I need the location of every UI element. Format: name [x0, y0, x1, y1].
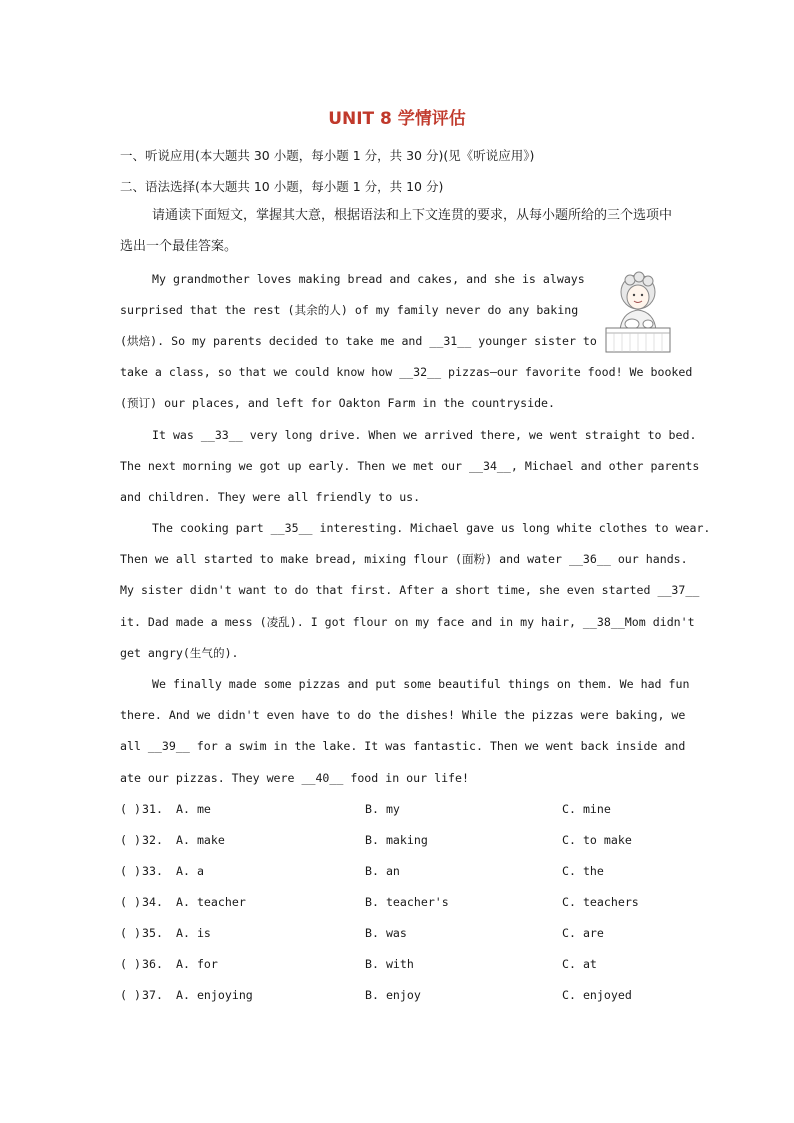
option-a[interactable]: A. is — [176, 926, 211, 940]
option-a[interactable]: A. for — [176, 957, 218, 971]
answer-bracket[interactable]: ( ) — [120, 895, 141, 909]
question-row-35[interactable] — [120, 926, 680, 946]
question-number: 37. — [142, 988, 163, 1002]
option-c[interactable]: C. to make — [562, 833, 632, 847]
passage-line: The cooking part __35__ interesting. Michael gave us long white clothes to wear. — [152, 521, 711, 535]
section-grammar-heading: 二、语法选择(本大题共 10 小题，每小题 1 分，共 10 分) — [120, 179, 444, 194]
passage-line: My sister didn't want to do that first. After a short time, she even started __37__ — [120, 583, 700, 598]
option-c[interactable]: C. enjoyed — [562, 988, 632, 1002]
option-b[interactable]: B. my — [365, 802, 400, 816]
option-a[interactable]: A. teacher — [176, 895, 246, 909]
passage-line: all __39__ for a swim in the lake. It was fantastic. Then we went back inside and — [120, 739, 686, 754]
answer-bracket[interactable]: ( ) — [120, 833, 141, 847]
passage-line: and children. They were all friendly to us. — [120, 490, 421, 505]
option-c[interactable]: C. are — [562, 926, 604, 940]
option-b[interactable]: B. an — [365, 864, 400, 878]
option-a[interactable]: A. a — [176, 864, 204, 878]
question-number: 32. — [142, 833, 163, 847]
passage-line: there. And we didn't even have to do the dishes! While the pizzas were baking, we — [120, 708, 686, 723]
option-b[interactable]: B. making — [365, 833, 428, 847]
answer-bracket[interactable]: ( ) — [120, 926, 141, 940]
section-listening-heading: 一、听说应用(本大题共 30 小题，每小题 1 分，共 30 分)(见《听说应用》) — [120, 148, 535, 163]
question-number: 36. — [142, 957, 163, 971]
option-c[interactable]: C. at — [562, 957, 597, 971]
question-row-37[interactable] — [120, 988, 680, 1008]
passage-paragraph-1a — [120, 264, 597, 358]
option-b[interactable]: B. was — [365, 926, 407, 940]
question-number: 34. — [142, 895, 163, 909]
passage-line: (烘焙). So my parents decided to take me and __31__ younger sister to — [120, 334, 597, 349]
passage-paragraph-2 — [120, 420, 700, 514]
grandmother-baking-icon — [602, 270, 674, 354]
option-b[interactable]: B. with — [365, 957, 414, 971]
question-row-33[interactable] — [120, 864, 680, 884]
passage-line: ate our pizzas. They were __40__ food in our life! — [120, 770, 470, 785]
question-row-36[interactable] — [120, 957, 680, 977]
passage-paragraph-4 — [120, 669, 690, 794]
passage-line: Then we all started to make bread, mixing flour (面粉) and water __36__ our hands. — [120, 552, 688, 567]
question-number: 35. — [142, 926, 163, 940]
passage-line: It was __33__ very long drive. When we arrived there, we went straight to bed. — [152, 428, 697, 442]
question-row-31[interactable] — [120, 802, 680, 822]
instruction-text: 请通读下面短文，掌握其大意，根据语法和上下文连贯的要求，从每小题所给的三个选项中选出一个最佳答案。 — [120, 208, 673, 254]
passage-line: surprised that the rest (其余的人) of my family never do any baking — [120, 303, 579, 318]
option-a[interactable]: A. make — [176, 833, 225, 847]
passage-line: We finally made some pizzas and put some beautiful things on them. We had fun — [152, 677, 690, 691]
option-c[interactable]: C. mine — [562, 802, 611, 816]
passage-paragraph-3 — [120, 513, 711, 669]
answer-bracket[interactable]: ( ) — [120, 864, 141, 878]
passage-paragraph-1b — [120, 357, 693, 419]
question-number: 31. — [142, 802, 163, 816]
passage-line: take a class, so that we could know how __32__ pizzas—our favorite food! We booked — [120, 365, 693, 379]
option-b[interactable]: B. teacher's — [365, 895, 449, 909]
question-row-32[interactable] — [120, 833, 680, 853]
passage-line: (预订) our places, and left for Oakton Farm in the countryside. — [120, 396, 556, 411]
option-c[interactable]: C. the — [562, 864, 604, 878]
option-a[interactable]: A. enjoying — [176, 988, 253, 1002]
passage-line: The next morning we got up early. Then we met our __34__, Michael and other parents — [120, 459, 700, 474]
answer-bracket[interactable]: ( ) — [120, 957, 141, 971]
passage-line: it. Dad made a mess (凌乱). I got flour on my face and in my hair, __38__Mom didn't — [120, 614, 695, 629]
question-row-34[interactable] — [120, 895, 680, 915]
answer-bracket[interactable]: ( ) — [120, 988, 141, 1002]
option-b[interactable]: B. enjoy — [365, 988, 421, 1002]
page-title: UNIT 8 学情评估 — [328, 109, 466, 129]
question-number: 33. — [142, 864, 163, 878]
passage-line: My grandmother loves making bread and cakes, and she is always — [152, 272, 585, 286]
option-a[interactable]: A. me — [176, 802, 211, 816]
answer-bracket[interactable]: ( ) — [120, 802, 141, 816]
passage-line: get angry(生气的). — [120, 645, 239, 660]
option-c[interactable]: C. teachers — [562, 895, 639, 909]
